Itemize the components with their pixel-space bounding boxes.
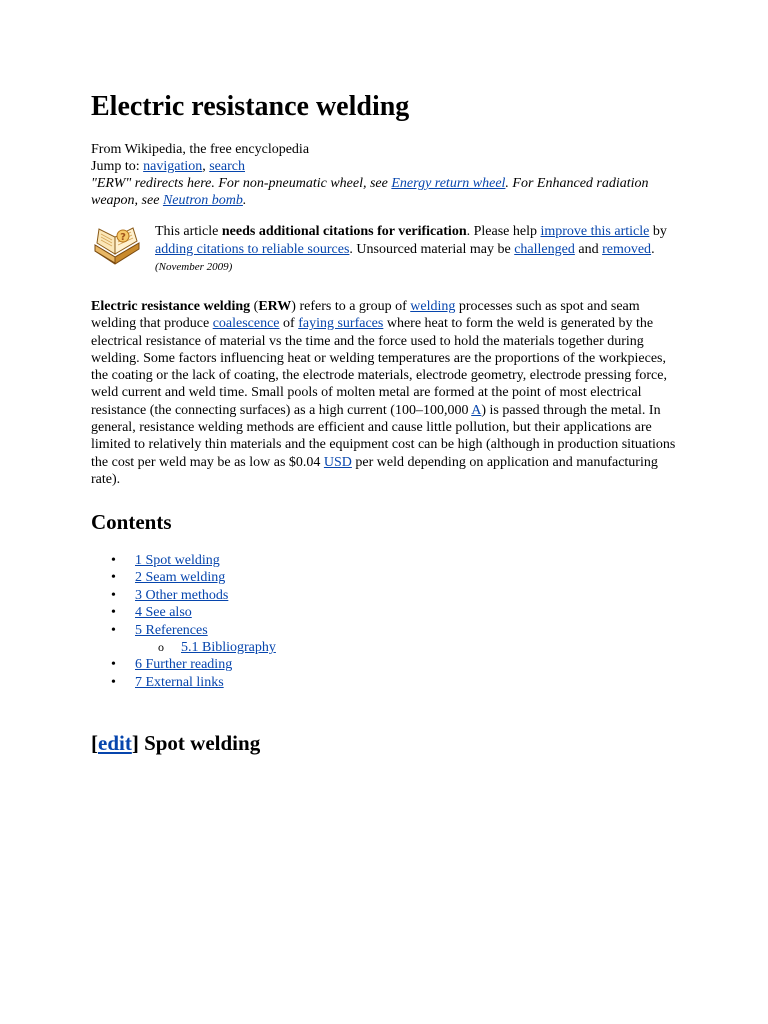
bracket-open: [ bbox=[91, 731, 98, 755]
energy-return-wheel-link[interactable]: Energy return wheel bbox=[391, 176, 506, 191]
notice-text-part: . Unsourced material may be bbox=[349, 241, 515, 257]
bullet-icon: • bbox=[111, 657, 116, 673]
notice-bold: needs additional citations for verification bbox=[221, 224, 467, 239]
notice-text-part: . bbox=[651, 241, 655, 257]
notice-text bbox=[155, 223, 681, 277]
section-heading-spot-welding bbox=[91, 729, 260, 757]
bullet-icon: • bbox=[111, 605, 116, 621]
hatnote-text: "ERW" redirects here. For non-pneumatic wheel, see bbox=[91, 176, 392, 191]
navigation-link[interactable]: navigation bbox=[143, 159, 203, 174]
usd-link[interactable]: USD bbox=[323, 454, 352, 470]
intro-text: processes such as spot and seam welding that produce bbox=[91, 299, 640, 332]
svg-text:?: ? bbox=[120, 232, 126, 243]
search-link[interactable]: search bbox=[209, 159, 245, 174]
adding-citations-link[interactable]: adding citations to reliable sources bbox=[155, 241, 350, 257]
contents-heading: Contents bbox=[91, 510, 172, 534]
notice-text-part: This article bbox=[155, 224, 222, 239]
toc-link-seam-welding[interactable]: 2 Seam welding bbox=[135, 570, 226, 586]
removed-link[interactable]: removed bbox=[602, 241, 652, 257]
edit-section-link[interactable]: edit bbox=[98, 731, 132, 755]
citation-notice bbox=[91, 223, 681, 279]
coalescence-link[interactable]: coalescence bbox=[212, 316, 280, 332]
toc-link-external-links[interactable]: 7 External links bbox=[135, 674, 224, 690]
bracket-close: ] bbox=[131, 731, 145, 755]
toc-link-spot-welding[interactable]: 1 Spot welding bbox=[135, 553, 220, 568]
intro-text: ( bbox=[250, 299, 259, 314]
intro-text: ) is passed through the metal. In general, resistance welding methods are efficient and cause little pollution, but their applications are limited to relatively thin materials and the equipment cost can be high (although in production situations the cost per weld may be as low as $0.04 bbox=[91, 402, 676, 470]
welding-link[interactable]: welding bbox=[410, 299, 456, 314]
intro-bold: Electric resistance welding bbox=[91, 299, 251, 314]
hatnote bbox=[91, 175, 681, 209]
intro-text: ) refers to a group of bbox=[291, 299, 411, 314]
intro-bold: ERW bbox=[258, 299, 292, 314]
intro-paragraph bbox=[91, 298, 681, 488]
intro-text: of bbox=[279, 316, 299, 332]
bullet-icon: • bbox=[111, 622, 116, 638]
toc-link-bibliography[interactable]: 5.1 Bibliography bbox=[181, 639, 276, 655]
toc-link-see-also[interactable]: 4 See also bbox=[135, 605, 192, 621]
bullet-icon: • bbox=[111, 587, 116, 603]
challenged-link[interactable]: challenged bbox=[514, 241, 575, 257]
hatnote-text: . For Enhanced radiation weapon, see bbox=[91, 176, 649, 208]
jump-separator: , bbox=[202, 159, 210, 174]
intro-text: per weld depending on application and manufacturing rate). bbox=[91, 454, 658, 487]
jump-links bbox=[91, 158, 245, 175]
bullet-icon: • bbox=[111, 553, 116, 568]
hatnote-text: . bbox=[242, 193, 247, 208]
faying-surfaces-link[interactable]: faying surfaces bbox=[298, 316, 384, 332]
ampere-link[interactable]: A bbox=[471, 402, 482, 418]
page-title: Electric resistance welding bbox=[91, 91, 410, 122]
notice-text-part: by bbox=[649, 224, 667, 239]
intro-text: where heat to form the weld is generated by the electrical resistance of material vs the time and the force used to hold the materials together during welding. Some factors influencing heat or welding temperatures are the proportions of the workpieces, the coating or the lack of coating, the electrode materials, electrode geometry, electrode pressing force, weld current and weld time. Small pools of molten metal are formed at the point of most electrical resistance (the connecting surfaces) as a high current (100–100,000 bbox=[91, 316, 667, 418]
toc-link-references[interactable]: 5 References bbox=[135, 622, 208, 638]
bullet-icon: • bbox=[111, 674, 116, 690]
neutron-bomb-link[interactable]: Neutron bomb bbox=[162, 193, 243, 208]
improve-article-link[interactable]: improve this article bbox=[540, 224, 650, 239]
toc-link-further-reading[interactable]: 6 Further reading bbox=[135, 657, 233, 673]
sub-bullet-icon: o bbox=[158, 639, 164, 654]
book-question-icon bbox=[91, 227, 143, 271]
site-subtitle: From Wikipedia, the free encyclopedia bbox=[91, 142, 310, 157]
notice-text-part: . Please help bbox=[466, 224, 541, 239]
notice-text-part: and bbox=[574, 241, 603, 257]
section-title: Spot welding bbox=[144, 731, 261, 755]
notice-date: (November 2009) bbox=[155, 261, 233, 273]
jump-prefix: Jump to: bbox=[91, 159, 144, 174]
bullet-icon: • bbox=[111, 570, 116, 586]
toc-link-other-methods[interactable]: 3 Other methods bbox=[135, 587, 229, 603]
